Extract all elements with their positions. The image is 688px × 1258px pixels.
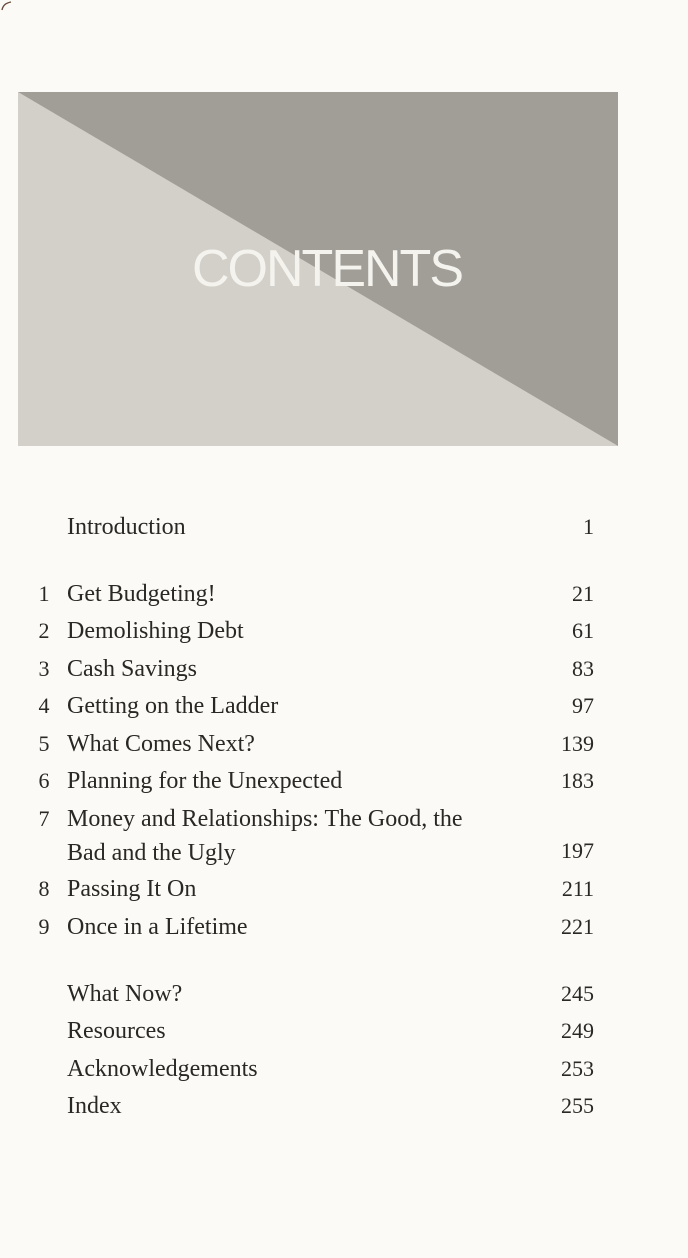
- entry-page-number: 1: [583, 514, 594, 539]
- entry-page-number: 61: [572, 618, 594, 643]
- entry-title: What Comes Next?: [67, 731, 255, 757]
- entry-page-number: 139: [561, 731, 594, 756]
- chapter-number: 6: [38, 768, 50, 793]
- entry-page-number: 211: [561, 876, 594, 901]
- entry-title: Passing It On: [67, 876, 197, 902]
- entry-page-number: 183: [561, 768, 594, 793]
- entry-title: Getting on the Ladder: [67, 693, 279, 719]
- entry-page-number: 97: [572, 693, 594, 718]
- toc-entry-chapter-4[interactable]: [0, 691, 688, 721]
- entry-title: Acknowledgements: [67, 1056, 258, 1082]
- chapter-number: 4: [38, 693, 50, 718]
- page-title: CONTENTS: [192, 240, 462, 298]
- toc-entry-chapter-8[interactable]: [0, 874, 688, 904]
- entry-title: Cash Savings: [67, 656, 198, 682]
- entry-title: Demolishing Debt: [67, 618, 244, 644]
- toc-entry-index[interactable]: [0, 1091, 688, 1121]
- entry-title: Planning for the Unexpected: [67, 768, 343, 794]
- entry-page-number: 21: [572, 581, 594, 606]
- entry-page-number: 249: [561, 1018, 594, 1043]
- entry-title: What Now?: [67, 981, 183, 1007]
- chapter-number: 1: [38, 581, 50, 606]
- toc-entry-chapter-7[interactable]: [0, 802, 688, 870]
- toc-entry-chapter-9[interactable]: [0, 912, 688, 942]
- entry-page-number: 245: [561, 981, 594, 1006]
- chapter-number: 8: [38, 876, 50, 901]
- toc-entry-what-now[interactable]: [0, 979, 688, 1009]
- toc-entry-chapter-6[interactable]: [0, 766, 688, 796]
- toc-entry-introduction[interactable]: [0, 512, 688, 542]
- chapter-number: 3: [38, 656, 50, 681]
- toc-entry-resources[interactable]: [0, 1016, 688, 1046]
- chapter-number: 5: [38, 731, 50, 756]
- entry-page-number: 255: [561, 1093, 594, 1118]
- entry-title: Introduction: [67, 514, 186, 540]
- entry-page-number: 221: [561, 914, 594, 939]
- entry-title: Get Budgeting!: [67, 581, 216, 607]
- entry-title: Resources: [67, 1018, 166, 1044]
- entry-title: Once in a Lifetime: [67, 914, 248, 940]
- chapter-number: 2: [38, 618, 50, 643]
- chapter-number: 9: [38, 914, 50, 939]
- toc-entry-acknowledgements[interactable]: [0, 1054, 688, 1084]
- toc-entry-chapter-5[interactable]: [0, 729, 688, 759]
- chapter-number: 7: [38, 806, 50, 831]
- entry-page-number: 83: [572, 656, 594, 681]
- toc-entry-chapter-3[interactable]: [0, 654, 688, 684]
- entry-title: Money and Relationships: The Good, the Bad and the Ugly: [67, 806, 463, 866]
- entry-page-number: 197: [561, 838, 594, 863]
- entry-page-number: 253: [561, 1056, 594, 1081]
- entry-title: Index: [67, 1093, 122, 1119]
- toc-entry-chapter-2[interactable]: [0, 616, 688, 646]
- toc-entry-chapter-1[interactable]: [0, 579, 688, 609]
